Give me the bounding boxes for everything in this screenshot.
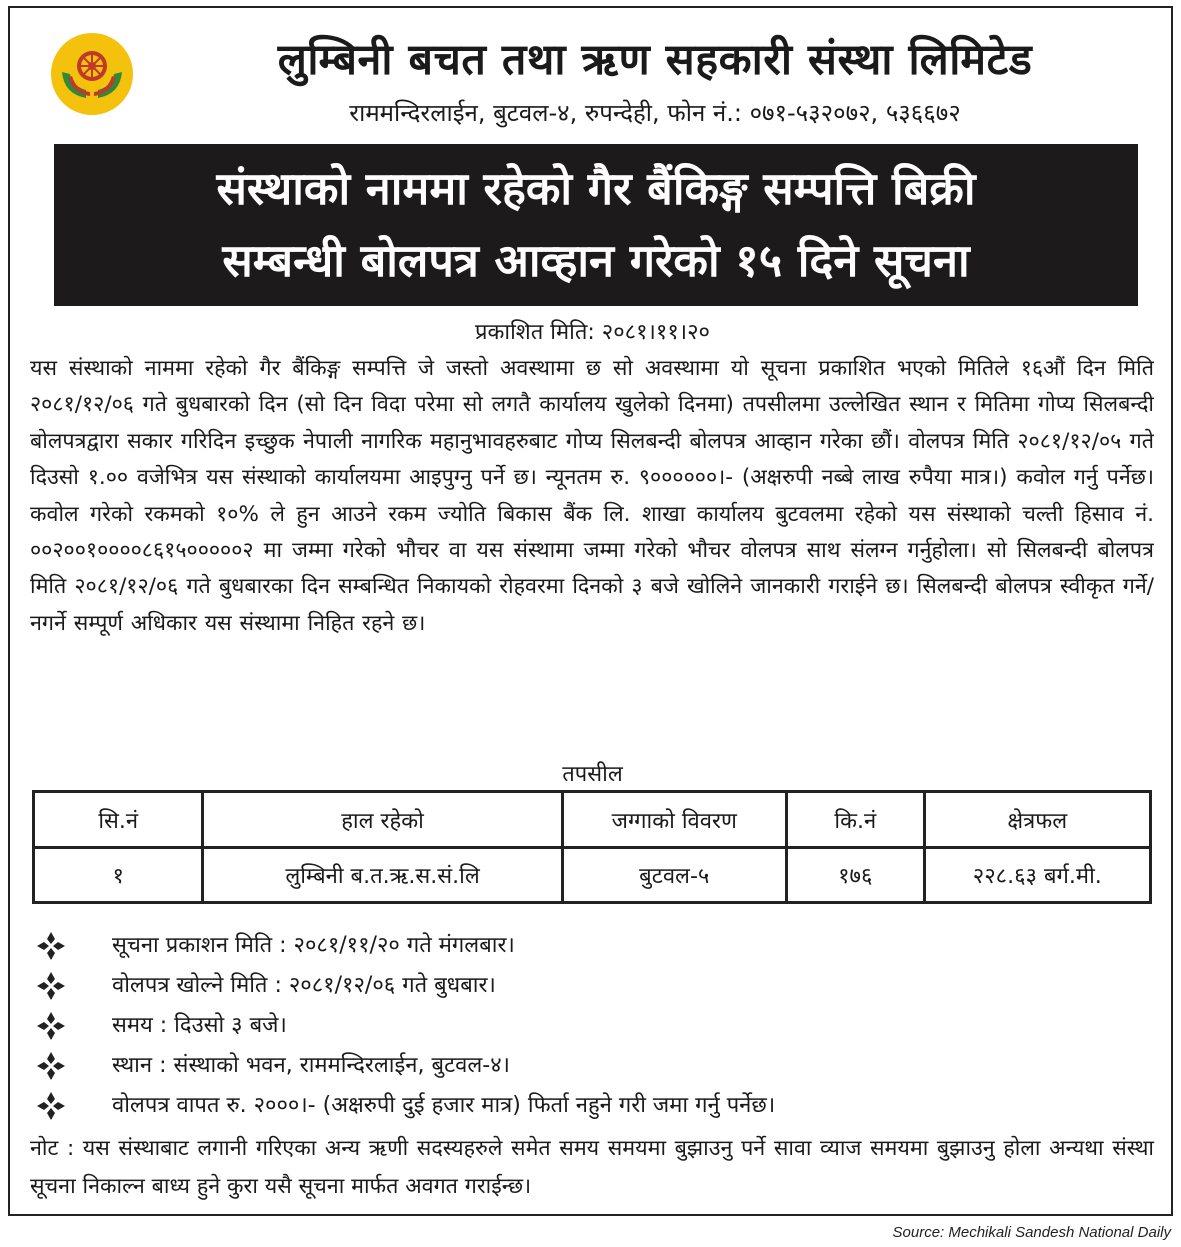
table-row [34, 848, 1151, 903]
headline-line-1: संस्थाको नाममा रहेको गैर बैंकिङ्ग सम्पत्ति बिक्री [216, 162, 976, 215]
bullet-time: समय : दिउसो ३ बजे। [112, 1013, 287, 1038]
four-diamond-bullet-icon [36, 1091, 66, 1121]
column-header-plot-number: कि.नं [786, 792, 924, 848]
bullet-publication-date: सूचना प्रकाशन मिति : २०८१/११/२० गते मंगलबार। [112, 933, 515, 958]
notice-document [8, 6, 1173, 1216]
cell-area: २२८.६३ बर्ग.मी. [924, 848, 1150, 903]
list-item [30, 1086, 1150, 1126]
headline-line-2: सम्बन्धी बोलपत्र आव्हान गरेको १५ दिने सूचना [222, 234, 970, 287]
column-header-serial: सि.नं [34, 792, 203, 848]
property-table [32, 790, 1152, 904]
four-diamond-bullet-icon [36, 1011, 66, 1041]
column-header-current-owner: हाल रहेको [203, 792, 562, 848]
note-text: नोट : यस संस्थाबाट लगानी गरिएका अन्य ऋणी सदस्यहरुले समेत समय समयमा बुझाउनु पर्ने सावा व्याज समयमा बुझाउनु होला अन्यथा संस्था सूचना निकाल्न बाध्य हुने कुरा यसै सूचना मार्फत अवगत गराईन्छ। [30, 1136, 1154, 1199]
cell-plot-number: १७६ [786, 848, 924, 903]
list-item [30, 1046, 1150, 1086]
list-item [30, 926, 1150, 966]
bullet-location: स्थान : संस्थाको भवन, राममन्दिरलाईन, बुटवल-४। [112, 1053, 511, 1078]
column-header-area: क्षेत्रफल [924, 792, 1150, 848]
list-item [30, 966, 1150, 1006]
organization-name: लुम्बिनी बचत तथा ऋण सहकारी संस्था लिमिटेड [277, 35, 1033, 85]
bullet-tender-fee: वोलपत्र वापत रु. २०००।- (अक्षरुपी दुई हजार मात्र) फिर्ता नहुने गरी जमा गर्नु पर्नेछ। [112, 1093, 776, 1118]
list-item [30, 1006, 1150, 1046]
column-header-land-details: जग्गाको विवरण [562, 792, 786, 848]
published-date: प्रकाशित मिति: २०८१।११।२० [475, 320, 710, 345]
bullet-opening-date: वोलपत्र खोल्ने मिति : २०८१/१२/०६ गते बुधबार। [112, 973, 496, 998]
cell-serial: १ [34, 848, 203, 903]
organization-address: राममन्दिरलाईन, बुटवल-४, रुपन्देही, फोन नं.: ०७१-५३२०७२, ५३६६७२ [349, 99, 961, 127]
cooperative-logo-icon [50, 32, 134, 116]
cell-current-owner: लुम्बिनी ब.त.ऋ.स.सं.लि [203, 848, 562, 903]
headline-banner [54, 144, 1138, 306]
cell-land-details: बुटवल-५ [562, 848, 786, 903]
table-header-row [34, 792, 1151, 848]
source-credit: Source: Mechikali Sandesh National Daily [892, 1224, 1171, 1241]
key-details-list [30, 926, 1150, 1126]
schedule-title: तपसील [562, 762, 623, 787]
four-diamond-bullet-icon [36, 931, 66, 961]
four-diamond-bullet-icon [36, 971, 66, 1001]
notice-body: यस संस्थाको नाममा रहेको गैर बैंकिङ्ग सम्पत्ति जे जस्तो अवस्थामा छ सो अवस्थामा यो सूचना प्रकाशित भएको मितिले १६औं दिन मिति २०८१/१२/०६ गते बुधबारको दिन (सो दिन विदा परेमा सो लगतै कार्यालय खुलेको दिनमा) तपसीलमा उल्लेखित स्थान र मितिमा गोप्य सिलबन्दी बोलपत्रद्वारा सकार गरिदिन इच्छुक नेपाली नागरिक महानुभावहरुबाट गोप्य सिलबन्दी बोलपत्र आव्हान गरेका छौं। वोलपत्र मिति २०८१/१२/०५ गते दिउसो १.०० वजेभित्र यस संस्थाको कार्यालयमा आइपुग्नु पर्ने छ। न्यूनतम रु. ९००००००।- (अक्षरुपी नब्बे लाख रुपैया मात्र।) कवोल गर्नु पर्नेछ। कवोल गरेको रकमको १०% ले हुन आउने रकम ज्योति बिकास बैंक लि. शाखा कार्यालय बुटवलमा रहेको यस संस्थाको चल्ती हिसाव नं. ००२००१००००८६१५०००००२ मा जम्मा गरेको भौचर वा यस संस्थामा जम्मा गरेको भौचर वोलपत्र साथ संलग्न गर्नुहोला। सो सिलबन्दी बोलपत्र मिति २०८१/१२/०६ गते बुधबारका दिन सम्बन्धित निकायको रोहवरमा दिनको ३ बजे खोलिने जानकारी गराईने छ। सिलबन्दी बोलपत्र स्वीकृत गर्ने/नगर्ने सम्पूर्ण अधिकार यस संस्थामा निहित रहने छ। [30, 356, 1154, 636]
four-diamond-bullet-icon [36, 1051, 66, 1081]
